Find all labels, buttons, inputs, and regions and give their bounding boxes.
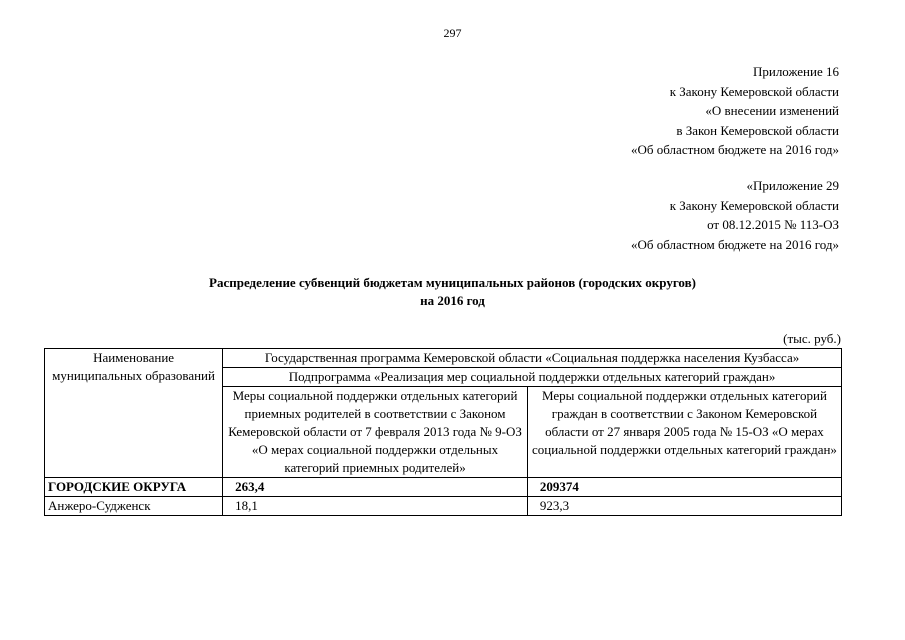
table-row: [45, 478, 842, 497]
unit-label: (тыс. руб.): [783, 331, 841, 346]
row-value-a: 263,4: [223, 478, 528, 497]
annex-header: [631, 62, 839, 160]
header-citizen-categories: Меры социальной поддержки отдельных категорий граждан в соответствии с Законом Кемеровской области от 27 января 2005 года № 15-ОЗ «О мерах социальной поддержки отдельных категорий граждан»: [527, 387, 841, 478]
header-municipality: Наименование муниципальных образований: [45, 349, 223, 478]
annex-line: в Закон Кемеровской области: [676, 122, 839, 138]
title-line-1: Распределение субвенций бюджетам муниципальных районов (городских округов): [209, 275, 696, 290]
annex-line: «О внесении изменений: [705, 103, 839, 118]
table-row: [45, 497, 842, 516]
page-number: 297: [443, 26, 462, 40]
row-value-b: 209374: [527, 478, 841, 497]
document-title: [0, 274, 905, 310]
row-name: Анжеро-Судженск: [45, 497, 223, 516]
annex-line: Приложение 16: [752, 64, 839, 79]
annex-reference: [631, 176, 839, 254]
row-name: ГОРОДСКИЕ ОКРУГА: [45, 478, 223, 497]
subventions-table: [44, 348, 842, 516]
annex-line: «Об областном бюджете на 2016 год»: [631, 142, 839, 157]
annex-ref-line: к Закону Кемеровской области: [669, 197, 839, 213]
title-line-2: на 2016 год: [420, 293, 485, 308]
annex-ref-line: от 08.12.2015 № 113-ОЗ: [707, 217, 839, 232]
row-value-a: 18,1: [223, 497, 528, 516]
header-program: Государственная программа Кемеровской области «Социальная поддержка населения Кузбасса»: [223, 349, 842, 368]
annex-ref-line: «Об областном бюджете на 2016 год»: [631, 236, 839, 252]
annex-line: к Закону Кемеровской области: [669, 83, 839, 99]
header-foster-parents: Меры социальной поддержки отдельных категорий приемных родителей в соответствии с Законом Кемеровской области от 7 февраля 2013 года № 9-ОЗ «О мерах социальной поддержки отдельных категорий приемных родителей»: [223, 387, 528, 478]
annex-ref-line: «Приложение 29: [746, 178, 839, 193]
row-value-b: 923,3: [527, 497, 841, 516]
header-subprogram: Подпрограмма «Реализация мер социальной поддержки отдельных категорий граждан»: [223, 368, 842, 387]
